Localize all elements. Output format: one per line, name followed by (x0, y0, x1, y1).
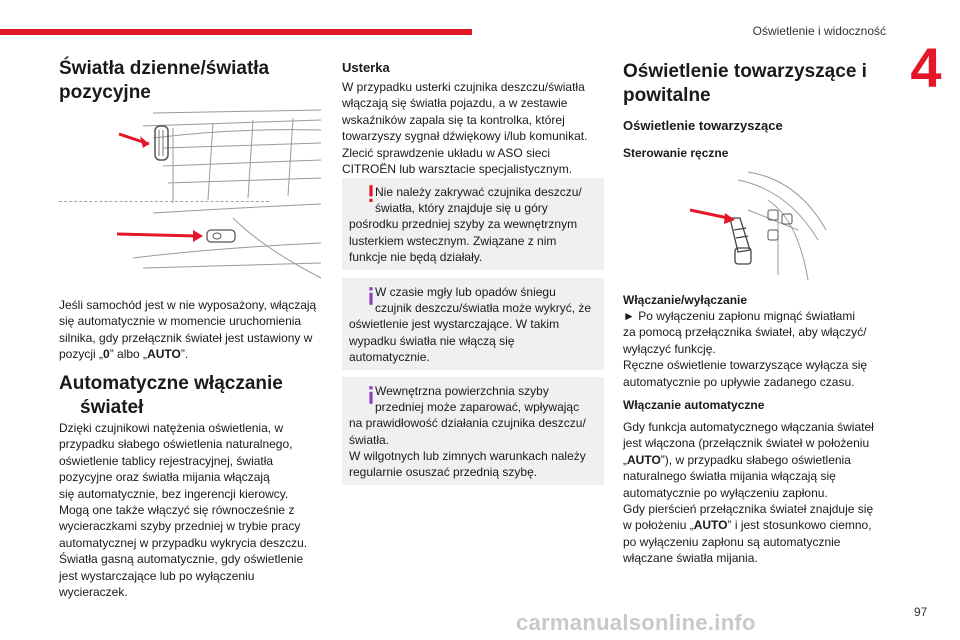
info-note-windscreen: Wewnętrzna powierzchnia szyby przedniej może zaparować, wpływając na prawidłowość działania czujnika deszczu/ światła. W wilgotnych lub zimnych warunkach należy regularnie osuszać przednią szybę. (342, 377, 604, 485)
heading-escort-lighting: Oświetlenie towarzyszące (623, 118, 783, 133)
heading-fault: Usterka (342, 60, 390, 75)
page-number: 97 (914, 605, 928, 619)
heading-auto-on: Włączanie automatyczne (623, 398, 765, 412)
light-stalk-illustration (678, 170, 828, 282)
paragraph-auto-lights: Dzięki czujnikowi natężenia oświetlenia, w przypadku słabego oświetlenia naturalnego, oświetlenie tablicy rejestracyjnej, światła pozycyjne oraz światła mijania włączają się automatycznie, bez ingerencji kierowcy. Mogą one także włączyć się równocześnie z wycieraczkami szyby przedniej w trybie pracy automatycznej w przypadku wykrycia deszczu. Światła gasną automatycznie, gdy oświetlenie jest wystarczające lub po wyłączeniu wycieraczek. (59, 421, 308, 600)
top-accent-bar (0, 29, 472, 35)
info-note-fog: W czasie mgły lub opadów śniegu czujnik deszczu/światła może wykryć, że oświetlenie jest wystarczające. W takim wypadku światła nie włączą się automatycznie. (342, 278, 604, 370)
heading-auto-lights: Automatyczne włączanie świateł (59, 373, 283, 418)
warning-note: Nie należy zakrywać czujnika deszczu/ światła, który znajduje się u góry pośrodku przedniej szyby za wewnętrznym lusterkiem wstecznym. Związane z nim funkcje nie będą działały. (342, 178, 604, 270)
section-title: Oświetlenie i widoczność (752, 24, 886, 38)
heading-daytime-lights: Światła dzienne/światła pozycyjne (59, 58, 270, 103)
heading-on-off: Włączanie/wyłączanie (623, 293, 748, 307)
watermark: carmanualsonline.info (516, 610, 756, 635)
heading-manual-control: Sterowanie ręczne (623, 146, 729, 160)
illustration-light-stalk (678, 170, 828, 282)
paragraph-auto-on: Gdy funkcja automatycznego włączania świateł jest włączona (przełącznik świateł w położeniu „AUTO”), w przypadku słabego oświetlenia naturalnego światła mijania włączają się automatycznie po wyłączeniu zapłonu. Gdy pierścień przełącznika świateł znajduje się w położeniu „AUTO” i jest stosunkowo ciemno, po wyłączeniu zapłonu są automatycznie włączane światła mijania. (623, 420, 874, 566)
paragraph-on-off: ► Po wyłączeniu zapłonu mignąć światłami za pomocą przełącznika świateł, aby włączyć/ wyłączyć funkcję. Ręczne oświetlenie towarzyszące wyłącza się automatycznie po upływie zadanego czasu. (623, 309, 868, 389)
heading-follow-me: Oświetlenie towarzyszące i powitalne (623, 61, 867, 106)
chapter-number: 4 (910, 36, 942, 99)
paragraph-daytime-lights: Jeśli samochód jest w nie wyposażony, włączają się automatycznie w momencie uruchomienia silnika, gdy przełącznik świateł jest ustawiony w pozycji „0” albo „AUTO”. (59, 298, 317, 362)
front-lights-illustration (113, 108, 321, 288)
illustration-front-lights (113, 108, 321, 288)
dashed-separator (59, 201, 269, 202)
paragraph-fault: W przypadku usterki czujnika deszczu/światła włączają się światła pojazdu, a w zestawie wskaźników zapala się ta kontrolka, której towarzyszy sygnał dźwiękowy i/lub komunikat. Zlecić sprawdzenie układu w ASO sieci CITROËN lub warsztacie specjalistycznym. (342, 80, 588, 177)
